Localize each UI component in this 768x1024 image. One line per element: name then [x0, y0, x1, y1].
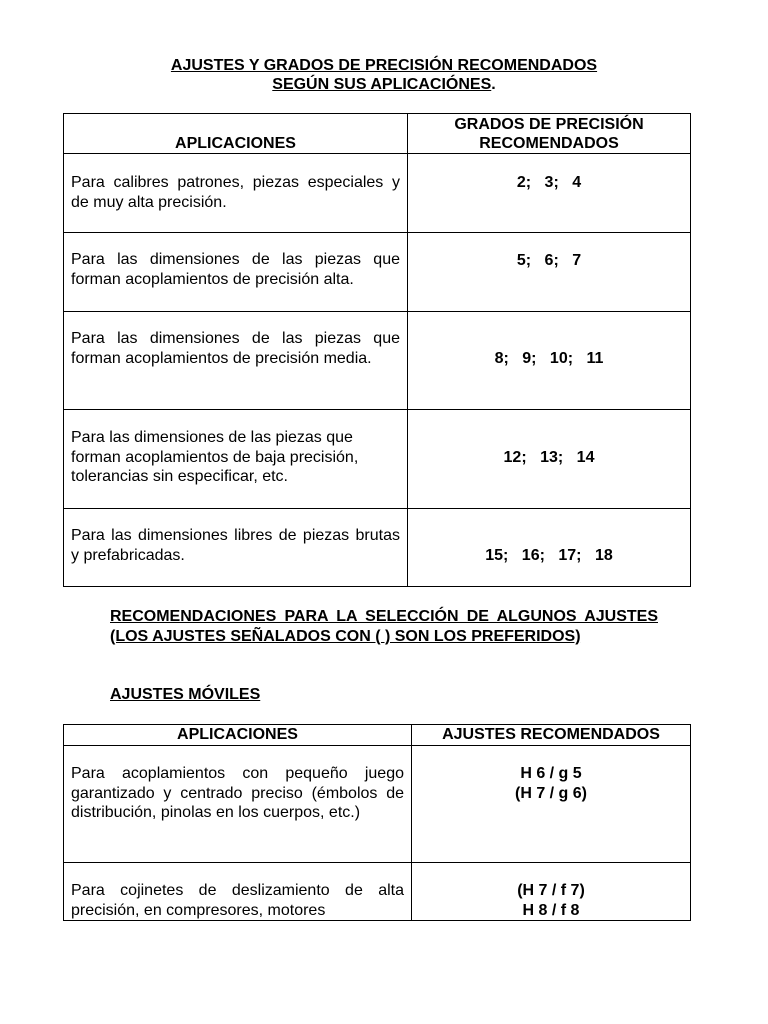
- application-text: Para las dimensiones de las piezas que forman acoplamientos de precisión media.: [71, 330, 400, 367]
- table-row: [64, 746, 691, 863]
- table-row: [64, 509, 691, 587]
- application-text: Para calibres patrones, piezas especiales y de muy alta precisión.: [71, 174, 400, 211]
- precision-grades-table: [63, 113, 691, 587]
- document-title: [0, 56, 768, 94]
- grade-values: 12; 13; 14: [503, 449, 595, 466]
- table-header-row: [64, 725, 691, 746]
- application-line: tolerancias sin especificar, etc.: [71, 468, 288, 485]
- grade-values: 5; 6; 7: [516, 252, 582, 269]
- table-row: [64, 863, 691, 921]
- application-text: Para las dimensiones libres de piezas brutas y prefabricadas.: [71, 527, 400, 564]
- table-row: [64, 233, 691, 312]
- title-line-2: SEGÚN SUS APLICACIÓNES: [272, 76, 492, 93]
- title-period: .: [491, 76, 496, 93]
- header-grades-line-1: GRADOS DE PRECISIÓN: [454, 116, 644, 133]
- table-row: [64, 312, 691, 410]
- fit-value: (H 7 / g 6): [514, 784, 587, 802]
- application-line: forman acoplamientos de baja precisión,: [71, 448, 359, 466]
- grade-values: 2; 3; 4: [516, 174, 582, 191]
- header-recommended-fits: AJUSTES RECOMENDADOS: [412, 725, 691, 746]
- application-text: Para las dimensiones de las piezas que forman acoplamientos de precisión alta.: [71, 251, 400, 288]
- fit-value: H 6 / g 5: [520, 765, 582, 782]
- fit-values: [412, 746, 690, 803]
- fit-value: (H 7 / f 7): [517, 882, 585, 899]
- section-subheading: AJUSTES MÓVILES: [110, 686, 261, 703]
- table-row: [64, 154, 691, 233]
- fit-values: [412, 863, 690, 920]
- table-row: [64, 410, 691, 509]
- header-grades-line-2: RECOMENDADOS: [479, 135, 619, 152]
- header-grades: [408, 114, 691, 154]
- fit-value: H 8 / f 8: [522, 901, 580, 919]
- grade-values: 15; 16; 17; 18: [485, 547, 613, 564]
- application-text: Para cojinetes de deslizamiento de alta precisión, en compresores, motores: [71, 882, 404, 919]
- application-text: [64, 410, 407, 487]
- section-heading: RECOMENDACIONES PARA LA SELECCIÓN DE ALGUNOS AJUSTES (LOS AJUSTES SEÑALADOS CON ( ) SON LOS PREFERIDOS): [110, 608, 658, 645]
- table-header-row: [64, 114, 691, 154]
- header-applications: APLICACIONES: [64, 114, 408, 154]
- application-text: Para acoplamientos con pequeño juego garantizado y centrado preciso (émbolos de distribución, pinolas en los cuerpos, etc.): [71, 765, 404, 821]
- header-applications: APLICACIONES: [64, 725, 412, 746]
- recommended-fits-table: [63, 724, 691, 921]
- application-line: Para las dimensiones de las piezas que: [71, 429, 353, 446]
- grade-values: 8; 9; 10; 11: [494, 350, 604, 367]
- title-line-1: AJUSTES Y GRADOS DE PRECISIÓN RECOMENDADOS: [170, 57, 598, 74]
